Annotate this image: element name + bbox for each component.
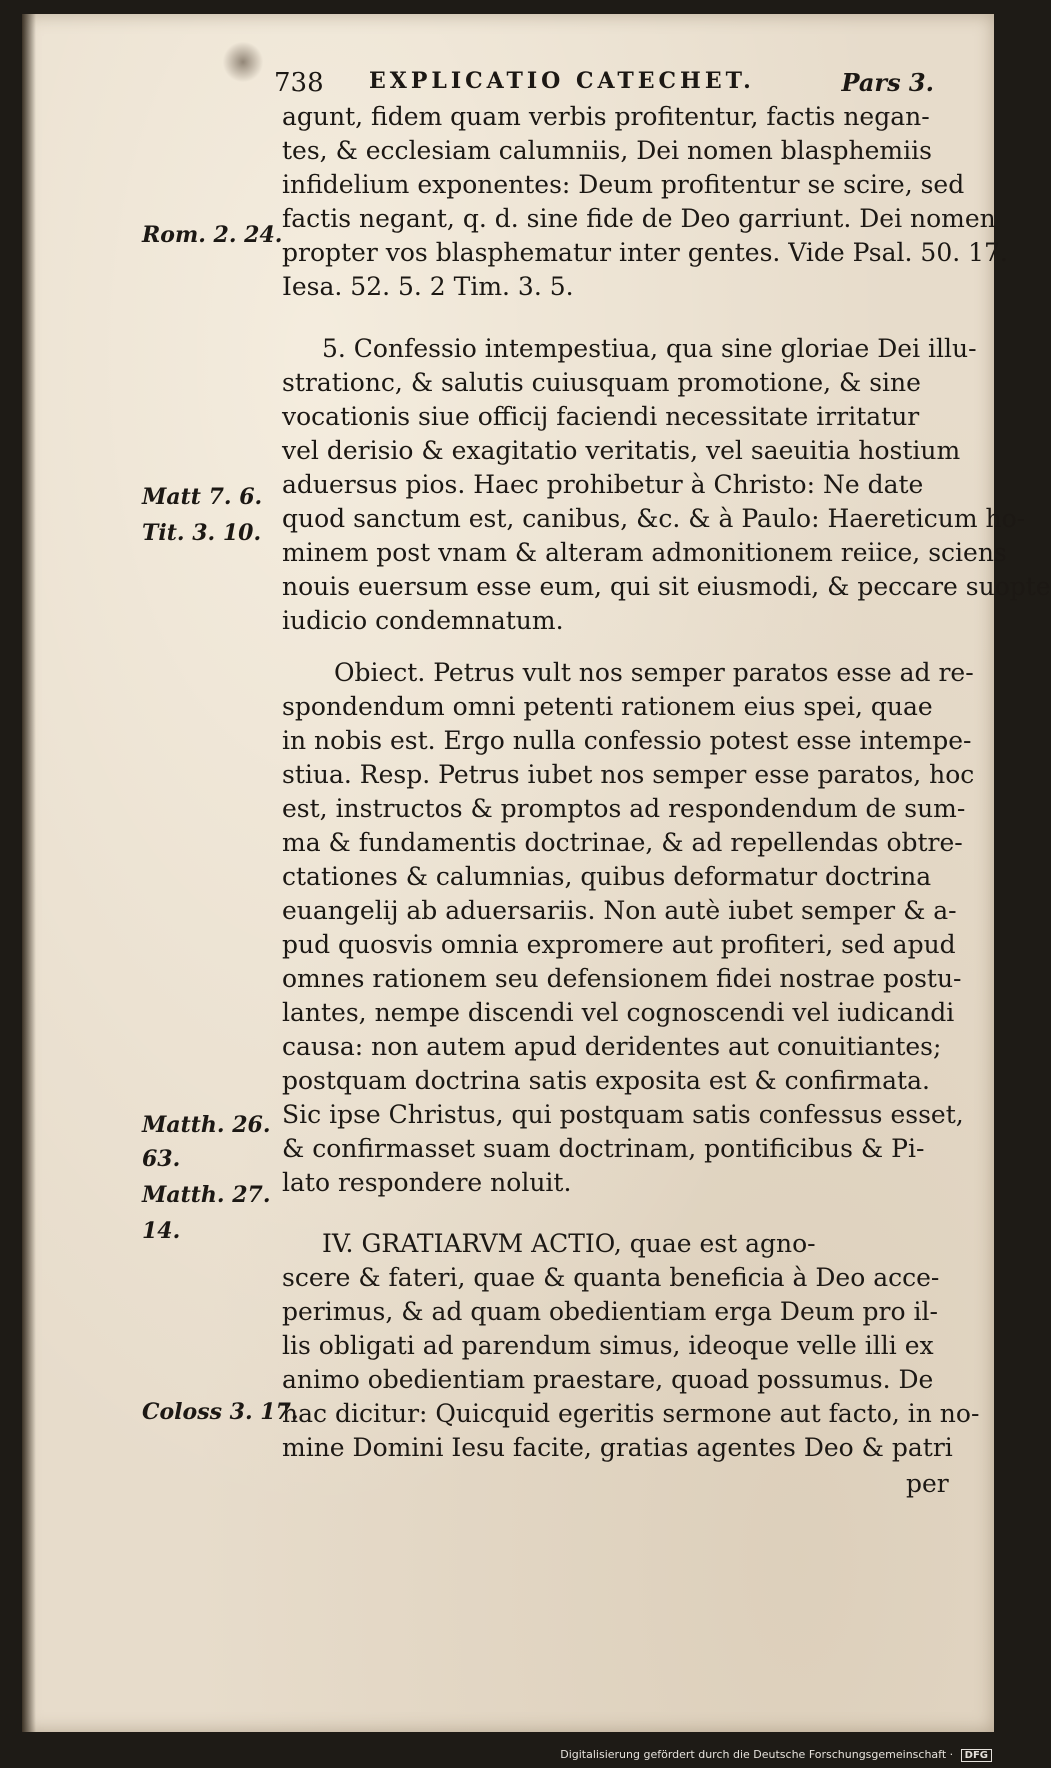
text-line: est, instructos & promptos ad respondendum de sum-	[282, 794, 966, 823]
text-line: iudicio condemnatum.	[282, 606, 564, 635]
page-gutter-shadow	[22, 14, 36, 1732]
text-line: animo obedientiam praestare, quoad possumus. De	[282, 1365, 934, 1394]
text-line: & confirmasset suam doctrinam, pontificibus & Pi-	[282, 1134, 925, 1163]
text-line: lis obligati ad parendum simus, ideoque velle illi ex	[282, 1331, 934, 1360]
text-line: 5. Confessio intempestiua, qua sine gloriae Dei illu-	[322, 334, 977, 363]
text-line: IV. GRATIARVM ACTIO, quae est agno-	[322, 1229, 816, 1258]
margin-note: Matth. 26.	[142, 1112, 271, 1138]
text-line: agunt, fidem quam verbis profitentur, factis negan-	[282, 102, 930, 131]
text-line: nouis euersum esse eum, qui sit eiusmodi, & peccare suopte	[282, 572, 1051, 601]
margin-note: Rom. 2. 24.	[142, 222, 283, 248]
margin-note: Matth. 27.	[142, 1182, 271, 1208]
page-number: 738	[274, 68, 324, 98]
text-line: factis negant, q. d. sine fide de Deo garriunt. Dei nomen	[282, 204, 996, 233]
text-line: euangelij ab aduersariis. Non autè iubet semper & a-	[282, 896, 957, 925]
running-title: EXPLICATIO CATECHET.	[369, 68, 755, 94]
text-line: omnes rationem seu defensionem fidei nostrae postu-	[282, 964, 962, 993]
text-line: hac dicitur: Quicquid egeritis sermone aut facto, in no-	[282, 1399, 980, 1428]
margin-note: 63.	[142, 1146, 181, 1172]
margin-note: Matt 7. 6.	[142, 484, 263, 510]
text-line: ctationes & calumnias, quibus deformatur doctrina	[282, 862, 932, 891]
ink-smudge	[222, 42, 264, 82]
text-line: causa: non autem apud deridentes aut conuitiantes;	[282, 1032, 942, 1061]
text-line: mine Domini Iesu facite, gratias agentes Deo & patri	[282, 1433, 953, 1462]
text-line: infidelium exponentes: Deum profitentur se scire, sed	[282, 170, 965, 199]
text-line: in nobis est. Ergo nulla confessio potest esse intempe-	[282, 726, 972, 755]
text-line: spondendum omni petenti rationem eius spei, quae	[282, 692, 933, 721]
text-line: minem post vnam & alteram admonitionem reiice, sciens	[282, 538, 1007, 567]
text-line: Obiect. Petrus vult nos semper paratos esse ad re-	[334, 658, 974, 687]
text-line: vocationis siue officij faciendi necessitate irritatur	[282, 402, 920, 431]
digitization-credit	[560, 1748, 992, 1762]
catchword: per	[906, 1469, 949, 1498]
text-line: Sic ipse Christus, qui postquam satis confessus esset,	[282, 1100, 964, 1129]
text-line: scere & fateri, quae & quanta beneficia à Deo acce-	[282, 1263, 940, 1292]
text-line: lato respondere noluit.	[282, 1168, 572, 1197]
text-line: aduersus pios. Haec prohibetur à Christo: Ne date	[282, 470, 924, 499]
text-line: vel derisio & exagitatio veritatis, vel saeuitia hostium	[282, 436, 961, 465]
text-line: perimus, & ad quam obedientiam erga Deum pro il-	[282, 1297, 938, 1326]
text-line: lantes, nempe discendi vel cognoscendi vel iudicandi	[282, 998, 955, 1027]
margin-note: Coloss 3. 17.	[142, 1399, 299, 1425]
dfg-logo: DFG	[961, 1749, 992, 1762]
text-line: propter vos blasphematur inter gentes. Vide Psal. 50. 17.	[282, 238, 1008, 267]
text-line: strationc, & salutis cuiusquam promotione, & sine	[282, 368, 921, 397]
margin-note: Tit. 3. 10.	[142, 520, 262, 546]
margin-note: 14.	[142, 1218, 181, 1244]
text-line: Iesa. 52. 5. 2 Tim. 3. 5.	[282, 272, 574, 301]
credit-text: Digitalisierung gefördert durch die Deutsche Forschungsgemeinschaft ·	[560, 1748, 954, 1761]
part-label: Pars 3.	[841, 68, 934, 97]
text-line: tes, & ecclesiam calumniis, Dei nomen blasphemiis	[282, 136, 932, 165]
text-line: quod sanctum est, canibus, &c. & à Paulo: Haereticum ho-	[282, 504, 1026, 533]
text-line: pud quosvis omnia expromere aut profiteri, sed apud	[282, 930, 956, 959]
text-line: ma & fundamentis doctrinae, & ad repellendas obtre-	[282, 828, 963, 857]
text-line: stiua. Resp. Petrus iubet nos semper esse paratos, hoc	[282, 760, 975, 789]
text-line: postquam doctrina satis exposita est & confirmata.	[282, 1066, 930, 1095]
